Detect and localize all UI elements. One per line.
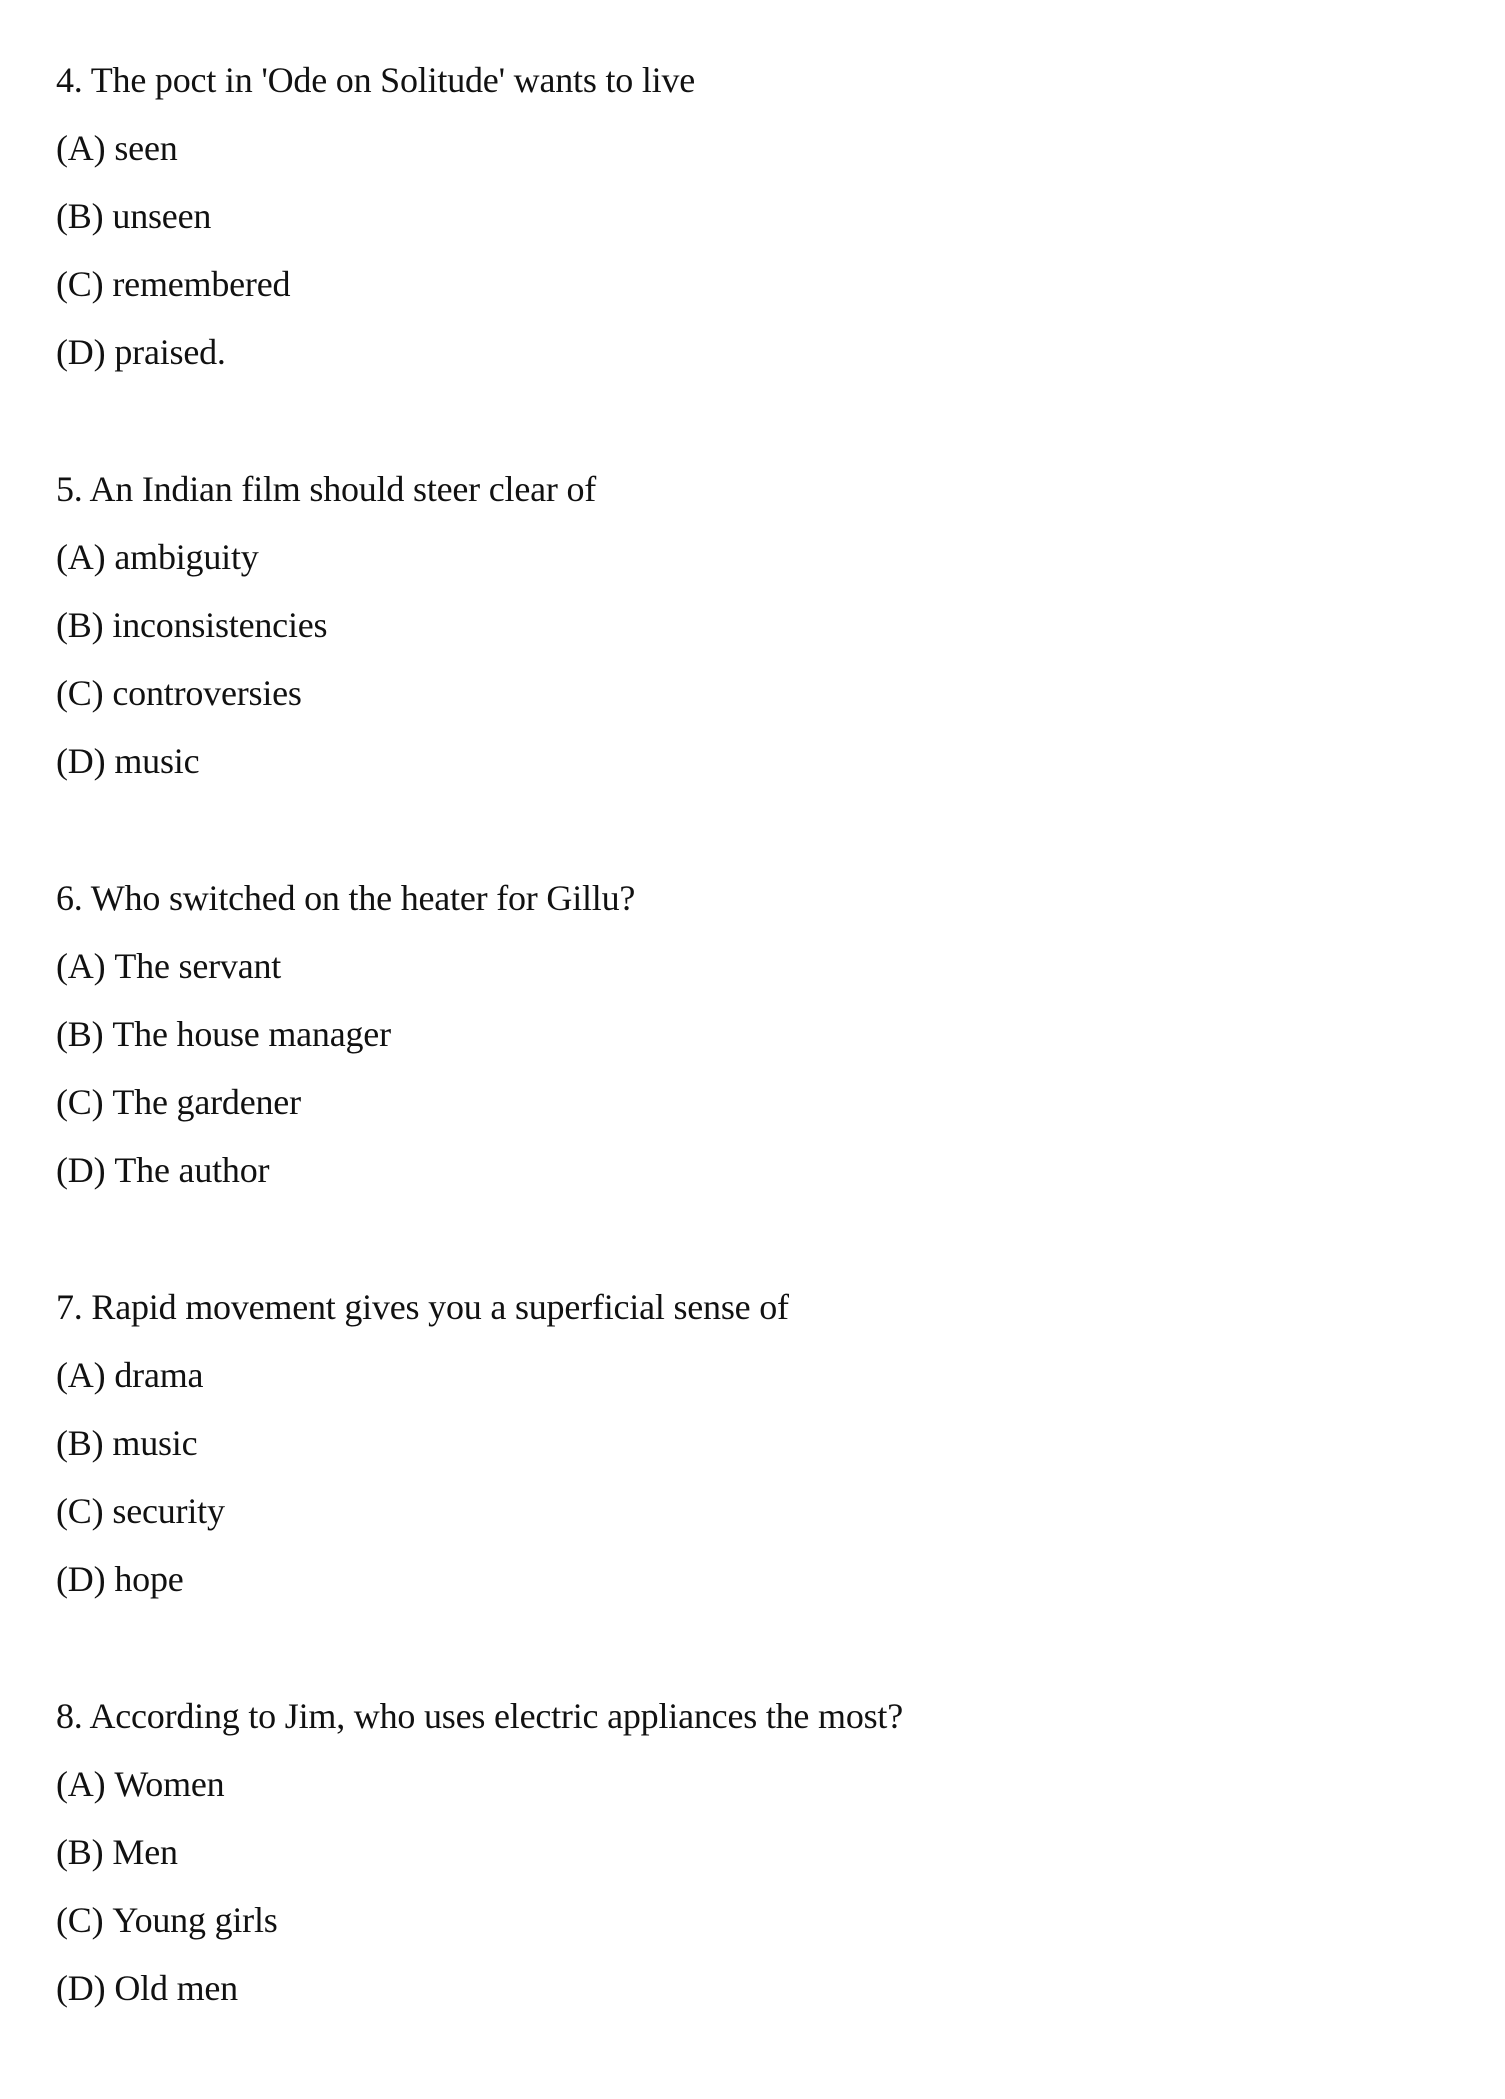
option-text: drama (114, 1355, 204, 1395)
option-text: inconsistencies (112, 605, 328, 645)
option-c (56, 1894, 1456, 1962)
option-d (56, 1962, 1456, 2030)
question-text: Who switched on the heater for Gillu? (90, 878, 636, 918)
option-text: unseen (112, 196, 212, 236)
option-letter: (C) (56, 264, 104, 304)
question-number: 5. (56, 469, 83, 509)
option-letter: (D) (56, 1559, 106, 1599)
option-letter: (D) (56, 1150, 106, 1190)
option-c (56, 667, 1456, 735)
option-text: controversies (112, 673, 302, 713)
option-text: music (114, 741, 200, 781)
question-stem (56, 1690, 1456, 1758)
option-d (56, 326, 1456, 394)
option-letter: (D) (56, 1968, 106, 2008)
option-letter: (C) (56, 1491, 104, 1531)
option-text: praised. (114, 332, 226, 372)
option-b (56, 1826, 1456, 1894)
option-text: Men (112, 1832, 178, 1872)
option-a (56, 940, 1456, 1008)
option-d (56, 1553, 1456, 1621)
question-5 (56, 463, 1456, 872)
option-text: Young girls (112, 1900, 278, 1940)
option-text: The gardener (112, 1082, 301, 1122)
question-text: An Indian film should steer clear of (89, 469, 597, 509)
option-b (56, 190, 1456, 258)
option-letter: (C) (56, 1900, 104, 1940)
option-text: Women (114, 1764, 225, 1804)
option-letter: (D) (56, 741, 106, 781)
option-letter: (A) (56, 537, 106, 577)
question-number: 6. (56, 878, 83, 918)
option-b (56, 599, 1456, 667)
option-a (56, 1349, 1456, 1417)
option-text: remembered (112, 264, 291, 304)
question-number: 4. (56, 60, 83, 100)
option-letter: (D) (56, 332, 106, 372)
option-letter: (C) (56, 673, 104, 713)
option-b (56, 1008, 1456, 1076)
option-letter: (A) (56, 946, 106, 986)
question-sheet (56, 54, 1456, 2099)
option-text: music (112, 1423, 198, 1463)
option-c (56, 1076, 1456, 1144)
option-text: Old men (114, 1968, 238, 2008)
option-b (56, 1417, 1456, 1485)
question-8 (56, 1690, 1456, 2099)
option-letter: (C) (56, 1082, 104, 1122)
option-a (56, 122, 1456, 190)
option-letter: (A) (56, 1355, 106, 1395)
option-letter: (A) (56, 1764, 106, 1804)
question-text: The poct in 'Ode on Solitude' wants to live (90, 60, 696, 100)
option-letter: (A) (56, 128, 106, 168)
question-4 (56, 54, 1456, 463)
option-text: The servant (114, 946, 282, 986)
option-text: hope (114, 1559, 184, 1599)
option-c (56, 258, 1456, 326)
question-number: 7. (56, 1287, 83, 1327)
option-letter: (B) (56, 1832, 104, 1872)
question-text: According to Jim, who uses electric appliances the most? (89, 1696, 904, 1736)
question-number: 8. (56, 1696, 83, 1736)
question-stem (56, 872, 1456, 940)
question-text: Rapid movement gives you a superficial sense of (91, 1287, 789, 1327)
option-d (56, 1144, 1456, 1212)
option-letter: (B) (56, 1014, 104, 1054)
question-7 (56, 1281, 1456, 1690)
question-stem (56, 54, 1456, 122)
option-c (56, 1485, 1456, 1553)
question-6 (56, 872, 1456, 1281)
option-text: ambiguity (114, 537, 259, 577)
question-stem (56, 1281, 1456, 1349)
question-stem (56, 463, 1456, 531)
option-letter: (B) (56, 196, 104, 236)
option-a (56, 531, 1456, 599)
option-a (56, 1758, 1456, 1826)
option-text: security (112, 1491, 225, 1531)
option-text: seen (114, 128, 178, 168)
option-text: The house manager (112, 1014, 391, 1054)
option-letter: (B) (56, 605, 104, 645)
option-letter: (B) (56, 1423, 104, 1463)
option-text: The author (114, 1150, 270, 1190)
option-d (56, 735, 1456, 803)
